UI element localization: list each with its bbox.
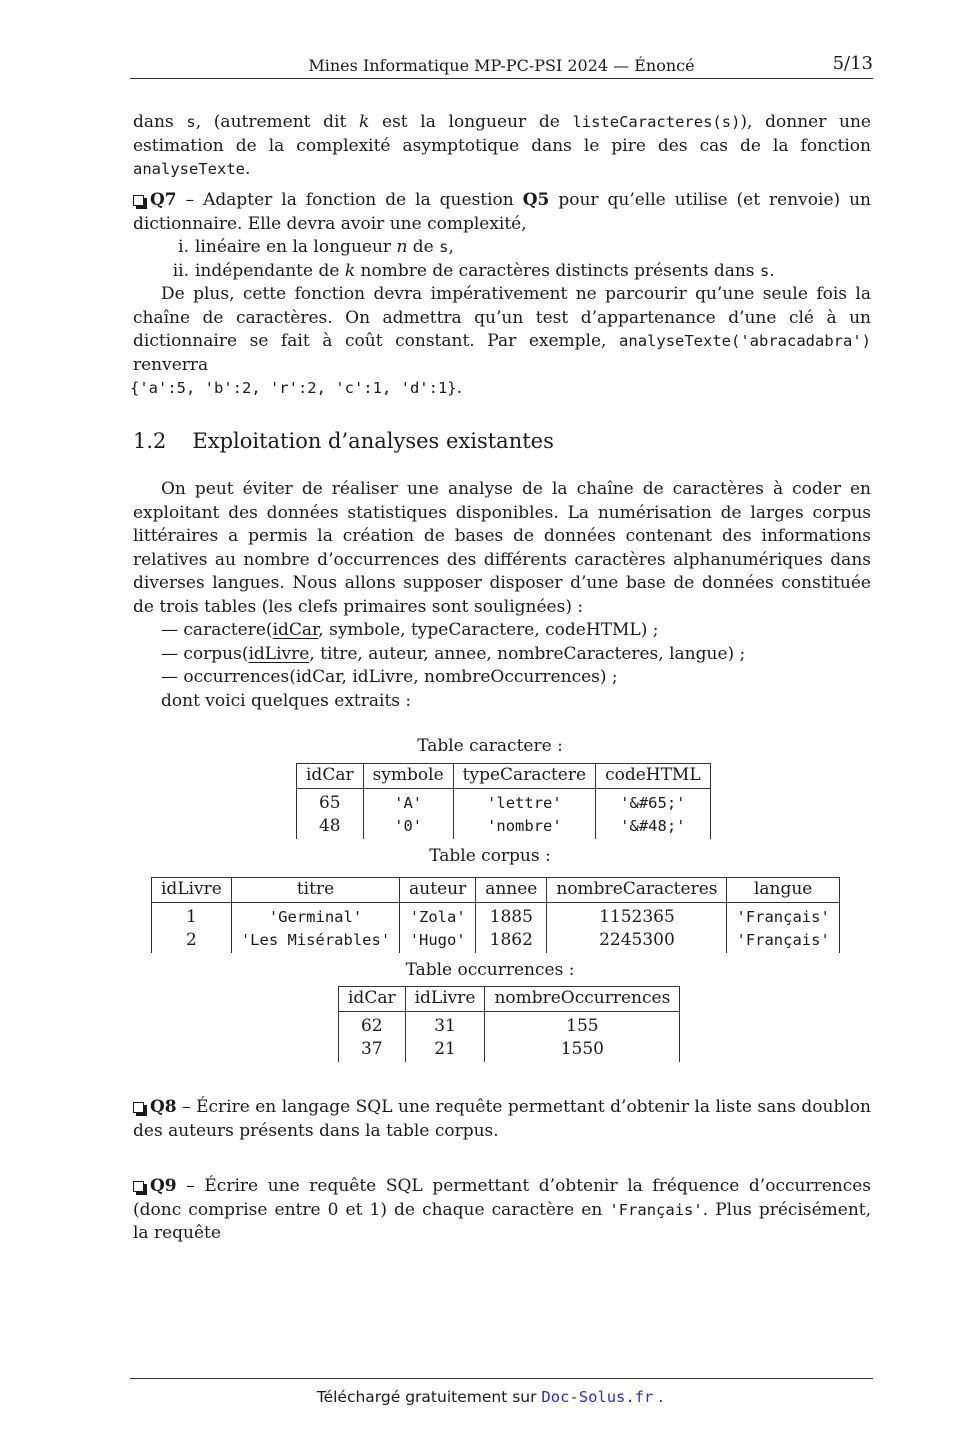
cell: 'A' (363, 788, 453, 815)
q7-item-2 (133, 260, 871, 284)
schema-corpus (133, 643, 871, 667)
schema-text: corpus( (183, 643, 249, 664)
cell: 2245300 (547, 929, 727, 953)
question-q7 (130, 189, 872, 401)
schema-text: , symbole, typeCaractere, codeHTML) ; (318, 620, 659, 640)
schema-occurrences (133, 666, 871, 690)
item-var: k (344, 260, 356, 281)
table-occurrences (338, 986, 680, 1062)
q8-label: Q8 (150, 1097, 177, 1117)
item-marker: i. (178, 237, 189, 257)
cell: 1 (152, 902, 232, 929)
item-text: . (769, 260, 775, 281)
q8-text: Écrire en langage SQL une requête permettant d’obtenir la liste sans doublon des auteurs présents dans la table corpus. (133, 1097, 871, 1141)
page-footer (0, 1386, 980, 1410)
intro-text-1: dans (133, 112, 187, 132)
q8-dash: – (176, 1097, 197, 1117)
table-row (297, 788, 711, 815)
cell: 2 (152, 929, 232, 953)
table-corpus (151, 877, 840, 953)
cell: '&#48;' (596, 815, 711, 839)
cell: 'Germinal' (231, 902, 399, 929)
item-text: linéaire en la longueur (195, 237, 397, 257)
extract-intro: dont voici quelques extraits : (161, 690, 412, 711)
cell: 'nombre' (453, 815, 595, 839)
cell: 48 (297, 815, 364, 839)
cell: '&#65;' (596, 788, 711, 815)
intro-code-s: s (186, 113, 196, 131)
header-cell: codeHTML (596, 764, 711, 789)
page-header (130, 54, 873, 79)
cell: 'Français' (727, 902, 839, 929)
q9-dash: – (176, 1176, 205, 1196)
header-cell: langue (727, 878, 839, 903)
cell: 'Français' (727, 929, 839, 953)
dash-marker: — (161, 667, 178, 687)
schema-text: occurrences(idCar, idLivre, nombreOccurrences) ; (183, 667, 618, 687)
header-cell: nombreOccurrences (485, 987, 680, 1012)
primary-key: idLivre (248, 643, 310, 664)
q7-period: . (456, 378, 463, 398)
header-cell: typeCaractere (453, 764, 595, 789)
cell: '0' (363, 815, 453, 839)
q7-text-2: pour qu’elle utilise (et renvoie) un dictionnaire. Elle devra avoir une complexité, (133, 190, 872, 234)
q7-example-code: analyseTexte('abracadabra') (619, 332, 871, 350)
cell: 'Les Misérables' (231, 929, 399, 953)
cell: 1152365 (547, 902, 727, 929)
cell: 'Hugo' (400, 929, 476, 953)
section-heading (133, 430, 554, 454)
q9-text-1: Écrire une requête SQL permettant d’obtenir la fréquence d’occurrences (donc comprise entre 0 et 1) de chaque caractère en (133, 1176, 872, 1220)
item-marker: ii. (172, 260, 189, 281)
intro-var-k: k (359, 112, 370, 132)
item-var: n (396, 237, 408, 257)
dash-marker: — (161, 643, 178, 664)
caption-corpus: Table corpus : (429, 846, 551, 866)
q7-para-2: De plus, cette fonction devra impérativement ne parcourir qu’une seule fois la chaîne de caractères. On admettra qu’un test d’appartenance d’une clé à un dictionnaire se fait à coût constant. Par exemple, (133, 284, 871, 351)
caption-occurrences: Table occurrences : (405, 960, 575, 980)
cell: 155 (485, 1011, 680, 1038)
q7-item-1 (133, 236, 871, 260)
schema-text: , titre, auteur, annee, nombreCaracteres, langue) ; (309, 643, 746, 664)
q7-example-result: {'a':5, 'b':2, 'r':2, 'c':1, 'd':1} (130, 379, 457, 397)
intro-code-analyse: analyseTexte (133, 160, 245, 178)
q9-text-2: . Plus précisément, la requête (133, 1199, 872, 1243)
cell: 1862 (476, 929, 547, 953)
checkbox-icon (133, 1181, 144, 1192)
q7-text-1: Adapter la fonction de la question (203, 190, 523, 210)
table-row (297, 815, 711, 839)
question-q8 (133, 1096, 871, 1143)
cell: 'Zola' (400, 902, 476, 929)
table-row (339, 1011, 680, 1038)
header-cell: auteur (400, 878, 476, 903)
item-text: , (448, 237, 454, 257)
intro-text-2: , (autrement dit (195, 112, 360, 132)
cell: 31 (405, 1011, 485, 1038)
section-number: 1.2 (133, 429, 167, 453)
intro-code-liste: listeCaracteres(s) (572, 113, 741, 131)
schema-text: caractere( (183, 620, 273, 640)
intro-text-5: . (244, 159, 251, 179)
item-text: nombre de caractères distincts présents dans (355, 260, 760, 281)
intro-paragraph (133, 111, 871, 182)
header-cell: idCar (297, 764, 364, 789)
header-cell: idLivre (405, 987, 485, 1012)
footer-text: Téléchargé gratuitement sur (316, 1388, 542, 1406)
header-cell: symbole (363, 764, 453, 789)
q7-label: Q7 (150, 190, 177, 210)
cell: 62 (339, 1011, 406, 1038)
section-paragraph: On peut éviter de réaliser une analyse de la chaîne de caractères à coder en exploitant des données statistiques disponibles. La numérisation de larges corpus littéraires a permis la création de bases de données contenant des informations relatives au nombre d’occurrences des différents caractères alphanumériques dans diverses langues. Nous allons supposer disposer d’une base de données constituée de trois tables (les clefs primaires sont soulignées) : (133, 479, 871, 617)
question-q9 (133, 1175, 871, 1246)
section-title: Exploitation d’analyses existantes (192, 429, 554, 453)
header-cell: idLivre (152, 878, 232, 903)
item-code: s (439, 238, 449, 256)
header-title: Mines Informatique MP-PC-PSI 2024 — Énoncé (308, 56, 695, 75)
checkbox-icon (133, 1102, 144, 1113)
table-row (339, 1038, 680, 1062)
header-cell: annee (476, 878, 547, 903)
schema-caractere (133, 619, 871, 643)
table-row (152, 929, 840, 953)
cell: 'lettre' (453, 788, 595, 815)
primary-key: idCar (272, 620, 319, 640)
header-cell: nombreCaracteres (547, 878, 727, 903)
caption-caractere: Table caractere : (417, 736, 563, 756)
cell: 1885 (476, 902, 547, 929)
item-code: s (759, 261, 770, 280)
checkbox-icon (133, 195, 144, 206)
item-text: de (407, 237, 440, 257)
page-number: 5/13 (832, 53, 873, 74)
q7-dash: – (176, 190, 204, 210)
q9-code: 'Français' (609, 1200, 703, 1219)
cell: 65 (297, 788, 364, 815)
intro-text-3: est la longueur de (369, 112, 573, 132)
q7-para-2-end: renverra (133, 354, 209, 375)
header-cell: idCar (339, 987, 406, 1012)
section-1-2-body (133, 478, 871, 713)
table-row (152, 902, 840, 929)
footer-end: . (653, 1388, 664, 1406)
cell: 1550 (485, 1038, 680, 1062)
cell: 37 (339, 1038, 406, 1062)
footer-divider (130, 1378, 873, 1379)
table-caractere (296, 763, 711, 839)
doc-solus-link[interactable]: Doc-Solus.fr (541, 1388, 654, 1406)
cell: 21 (405, 1038, 485, 1062)
intro-text-4: ), donner une estimation de la complexité asymptotique dans le pire des cas de la fonction (133, 112, 871, 156)
q7-ref: Q5 (522, 190, 550, 210)
q9-label: Q9 (150, 1176, 177, 1196)
dash-marker: — (161, 620, 178, 640)
item-text: indépendante de (195, 260, 345, 281)
header-cell: titre (231, 878, 399, 903)
